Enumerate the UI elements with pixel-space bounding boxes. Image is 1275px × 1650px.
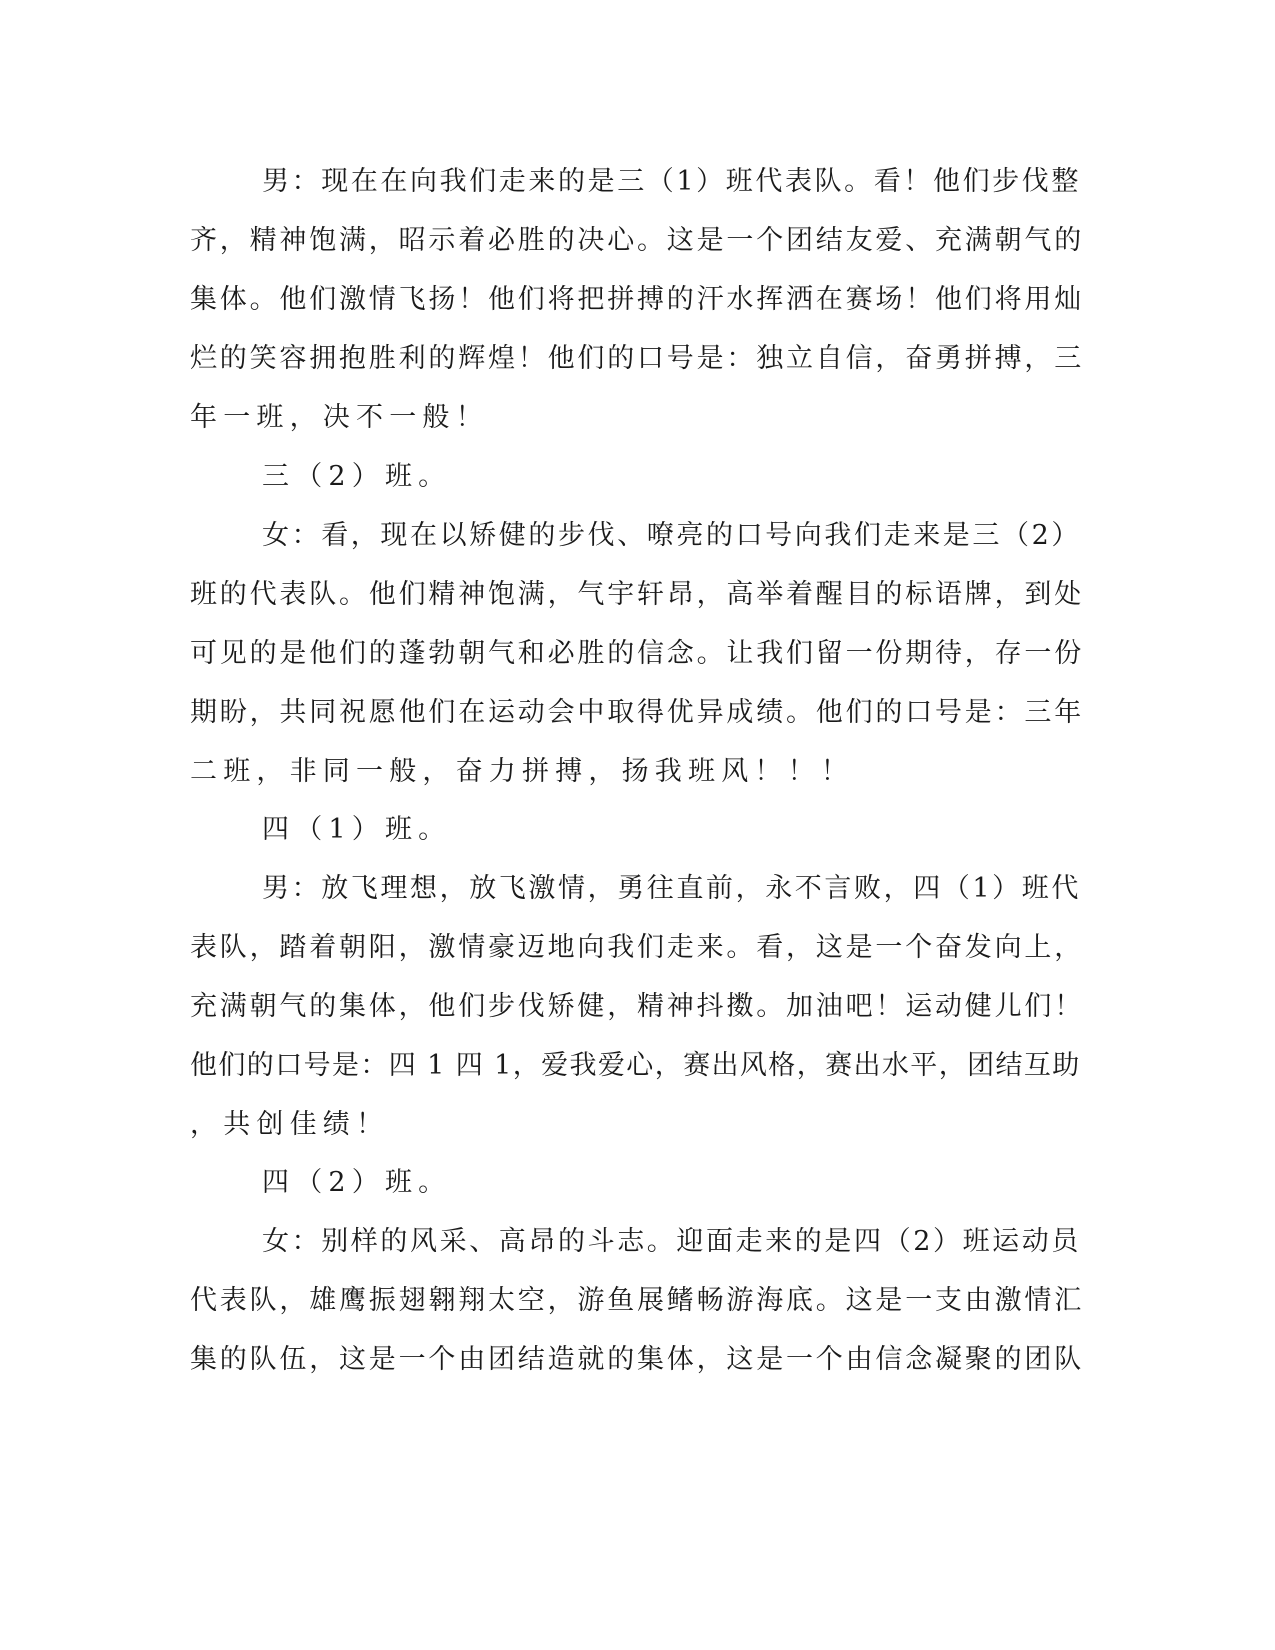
class-heading: 四（2）班。 — [262, 1167, 452, 1198]
paragraph-line: 女：别样的风采、高昂的斗志。迎面走来的是四（2）班运动员 — [262, 1226, 1081, 1257]
paragraph-line: 集的队伍，这是一个由团结造就的集体，这是一个由信念凝聚的团队 — [190, 1344, 1084, 1375]
paragraph-line: 烂的笑容拥抱胜利的辉煌！他们的口号是：独立自信，奋勇拼搏，三 — [190, 343, 1084, 374]
paragraph-line: 班的代表队。他们精神饱满，气宇轩昂，高举着醒目的标语牌，到处 — [190, 579, 1084, 610]
paragraph-line: 齐，精神饱满，昭示着必胜的决心。这是一个团结友爱、充满朝气的 — [190, 225, 1084, 256]
paragraph-line: 代表队，雄鹰振翅翱翔太空，游鱼展鳍畅游海底。这是一支由激情汇 — [190, 1285, 1084, 1316]
paragraph-line: 可见的是他们的蓬勃朝气和必胜的信念。让我们留一份期待，存一份 — [190, 638, 1084, 669]
paragraph-line: 女：看，现在以矫健的步伐、嘹亮的口号向我们走来是三（2） — [262, 520, 1081, 551]
paragraph-line: 他们的口号是：四 1 四 1，爱我爱心，赛出风格，赛出水平，团结互助 — [190, 1050, 1081, 1081]
paragraph-line: 男：现在在向我们走来的是三（1）班代表队。看！他们步伐整 — [262, 166, 1081, 197]
paragraph-line: ，共创佳绩！ — [190, 1109, 390, 1140]
class-heading: 四（1）班。 — [262, 814, 452, 845]
paragraph-line: 年一班，决不一般！ — [190, 402, 489, 433]
paragraph-line: 二班，非同一般，奋力拼搏，扬我班风！！！ — [190, 756, 854, 787]
paragraph-line: 集体。他们激情飞扬！他们将把拼搏的汗水挥洒在赛场！他们将用灿 — [190, 284, 1084, 315]
paragraph-line: 男：放飞理想，放飞激情，勇往直前，永不言败，四（1）班代 — [262, 873, 1081, 904]
paragraph-line: 期盼，共同祝愿他们在运动会中取得优异成绩。他们的口号是：三年 — [190, 697, 1084, 728]
paragraph-line: 表队，踏着朝阳，激情豪迈地向我们走来。看，这是一个奋发向上， — [190, 932, 1084, 963]
paragraph-line: 充满朝气的集体，他们步伐矫健，精神抖擞。加油吧！运动健儿们！ — [190, 991, 1084, 1022]
class-heading: 三（2）班。 — [262, 461, 452, 492]
